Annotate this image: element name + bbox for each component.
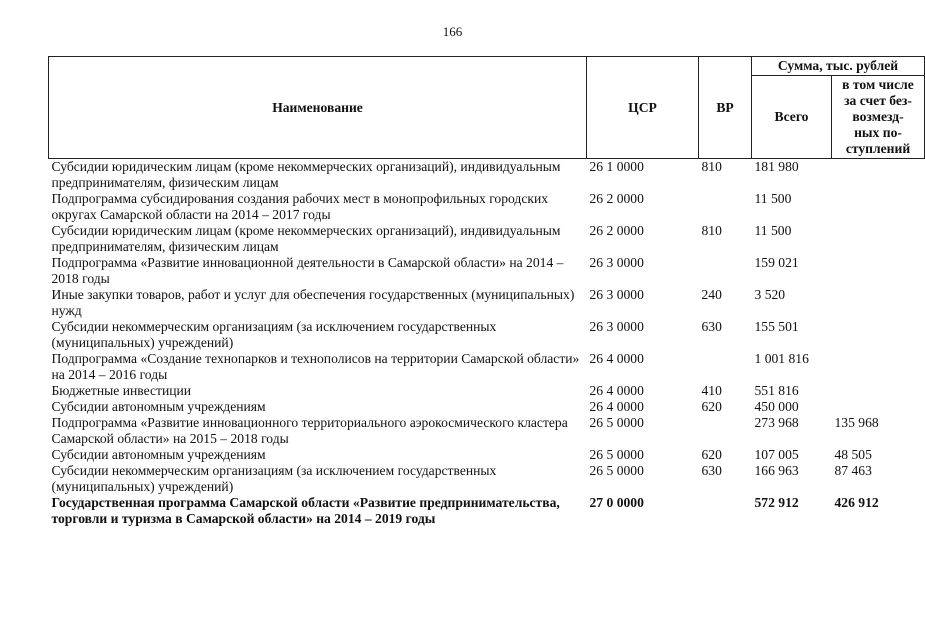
row-csr: 26 1 0000 — [589, 159, 644, 174]
row-csr: 26 3 0000 — [589, 287, 644, 302]
table-row — [49, 399, 925, 415]
row-csr: 27 0 0000 — [589, 495, 644, 510]
header-name: Наименование — [49, 57, 587, 159]
header-csr: ЦСР — [587, 57, 699, 159]
table-row — [49, 255, 925, 287]
row-csr: 26 2 0000 — [589, 191, 644, 206]
row-total: 572 912 — [754, 495, 799, 510]
row-total: 155 501 — [754, 319, 799, 334]
header-sum-group: Сумма, тыс. рублей — [752, 57, 925, 76]
row-name: Государственная программа Самарской области «Развитие предпринимательства, торговли и туризма в Самарской области» на 2014 – 2019 годы — [51, 495, 560, 526]
table-row — [49, 319, 925, 351]
row-vr: 620 — [701, 447, 722, 462]
row-total: 551 816 — [754, 383, 799, 398]
row-grants — [832, 287, 925, 319]
row-total: 273 968 — [754, 415, 799, 430]
row-vr: 620 — [701, 399, 722, 414]
row-grants — [832, 255, 925, 287]
row-csr: 26 4 0000 — [589, 383, 644, 398]
row-vr — [699, 351, 752, 383]
row-name: Подпрограмма субсидирования создания рабочих мест в монопрофильных городских округах Самарской области на 2014 – 2017 годы — [51, 191, 549, 222]
row-name: Иные закупки товаров, работ и услуг для обеспечения государственных (муниципальных) нужд — [51, 287, 575, 318]
row-vr: 810 — [701, 159, 722, 174]
row-grants — [832, 223, 925, 255]
table-row — [49, 447, 925, 463]
row-vr: 810 — [701, 223, 722, 238]
row-vr: 630 — [701, 463, 722, 478]
row-grants — [832, 351, 925, 383]
row-csr: 26 5 0000 — [589, 415, 644, 430]
row-name: Субсидии автономным учреждениям — [51, 447, 266, 462]
row-total: 166 963 — [754, 463, 799, 478]
row-csr: 26 3 0000 — [589, 319, 644, 334]
row-csr: 26 2 0000 — [589, 223, 644, 238]
row-total: 107 005 — [754, 447, 799, 462]
row-total: 11 500 — [754, 223, 792, 238]
table-row — [49, 159, 925, 192]
table-row — [49, 383, 925, 399]
row-csr: 26 5 0000 — [589, 447, 644, 462]
row-total: 181 980 — [754, 159, 799, 174]
row-grants — [832, 399, 925, 415]
table-row — [49, 191, 925, 223]
row-csr: 26 4 0000 — [589, 351, 644, 366]
row-vr: 410 — [701, 383, 722, 398]
row-total: 450 000 — [754, 399, 799, 414]
row-grants — [832, 383, 925, 399]
row-csr: 26 5 0000 — [589, 463, 644, 478]
row-name: Субсидии некоммерческим организациям (за исключением государственных (муниципальных) учреждений) — [51, 463, 497, 494]
table-row — [49, 495, 925, 527]
row-vr — [699, 255, 752, 287]
header-vr: ВР — [699, 57, 752, 159]
row-vr — [699, 191, 752, 223]
page-number: 166 — [442, 24, 463, 39]
row-name: Подпрограмма «Развитие инновационного территориального аэрокосмического кластера Самарской области» на 2015 – 2018 годы — [51, 415, 568, 446]
row-grants — [832, 191, 925, 223]
budget-table — [48, 56, 925, 527]
row-name: Субсидии некоммерческим организациям (за исключением государственных (муниципальных) учреждений) — [51, 319, 497, 350]
row-vr — [699, 415, 752, 447]
row-name: Бюджетные инвестиции — [51, 383, 192, 398]
table-row — [49, 351, 925, 383]
row-name: Подпрограмма «Создание технопарков и технополисов на территории Самарской области» на 2014 – 2016 годы — [51, 351, 580, 382]
row-vr: 240 — [701, 287, 722, 302]
row-vr — [699, 495, 752, 527]
row-grants — [832, 159, 925, 192]
row-grants: 87 463 — [834, 463, 872, 478]
row-name: Субсидии автономным учреждениям — [51, 399, 266, 414]
row-grants: 426 912 — [834, 495, 879, 510]
header-grants: в том числе за счет без- возмезд- ных по- ступлений — [832, 76, 925, 159]
table-row — [49, 287, 925, 319]
row-name: Субсидии юридическим лицам (кроме некоммерческих организаций), индивидуальным предпринимателям, физическим лицам — [51, 159, 561, 190]
row-grants: 48 505 — [834, 447, 872, 462]
row-total: 159 021 — [754, 255, 799, 270]
header-total: Всего — [752, 76, 832, 159]
row-grants: 135 968 — [834, 415, 879, 430]
table-body — [49, 159, 925, 528]
row-vr: 630 — [701, 319, 722, 334]
row-total: 3 520 — [754, 287, 786, 302]
row-csr: 26 3 0000 — [589, 255, 644, 270]
row-csr: 26 4 0000 — [589, 399, 644, 414]
table-row — [49, 415, 925, 447]
row-grants — [832, 319, 925, 351]
row-total: 11 500 — [754, 191, 792, 206]
table-row — [49, 463, 925, 495]
row-total: 1 001 816 — [754, 351, 809, 366]
table-row — [49, 223, 925, 255]
row-name: Субсидии юридическим лицам (кроме некоммерческих организаций), индивидуальным предпринимателям, физическим лицам — [51, 223, 561, 254]
row-name: Подпрограмма «Развитие инновационной деятельности в Самарской области» на 2014 – 2018 годы — [51, 255, 564, 286]
